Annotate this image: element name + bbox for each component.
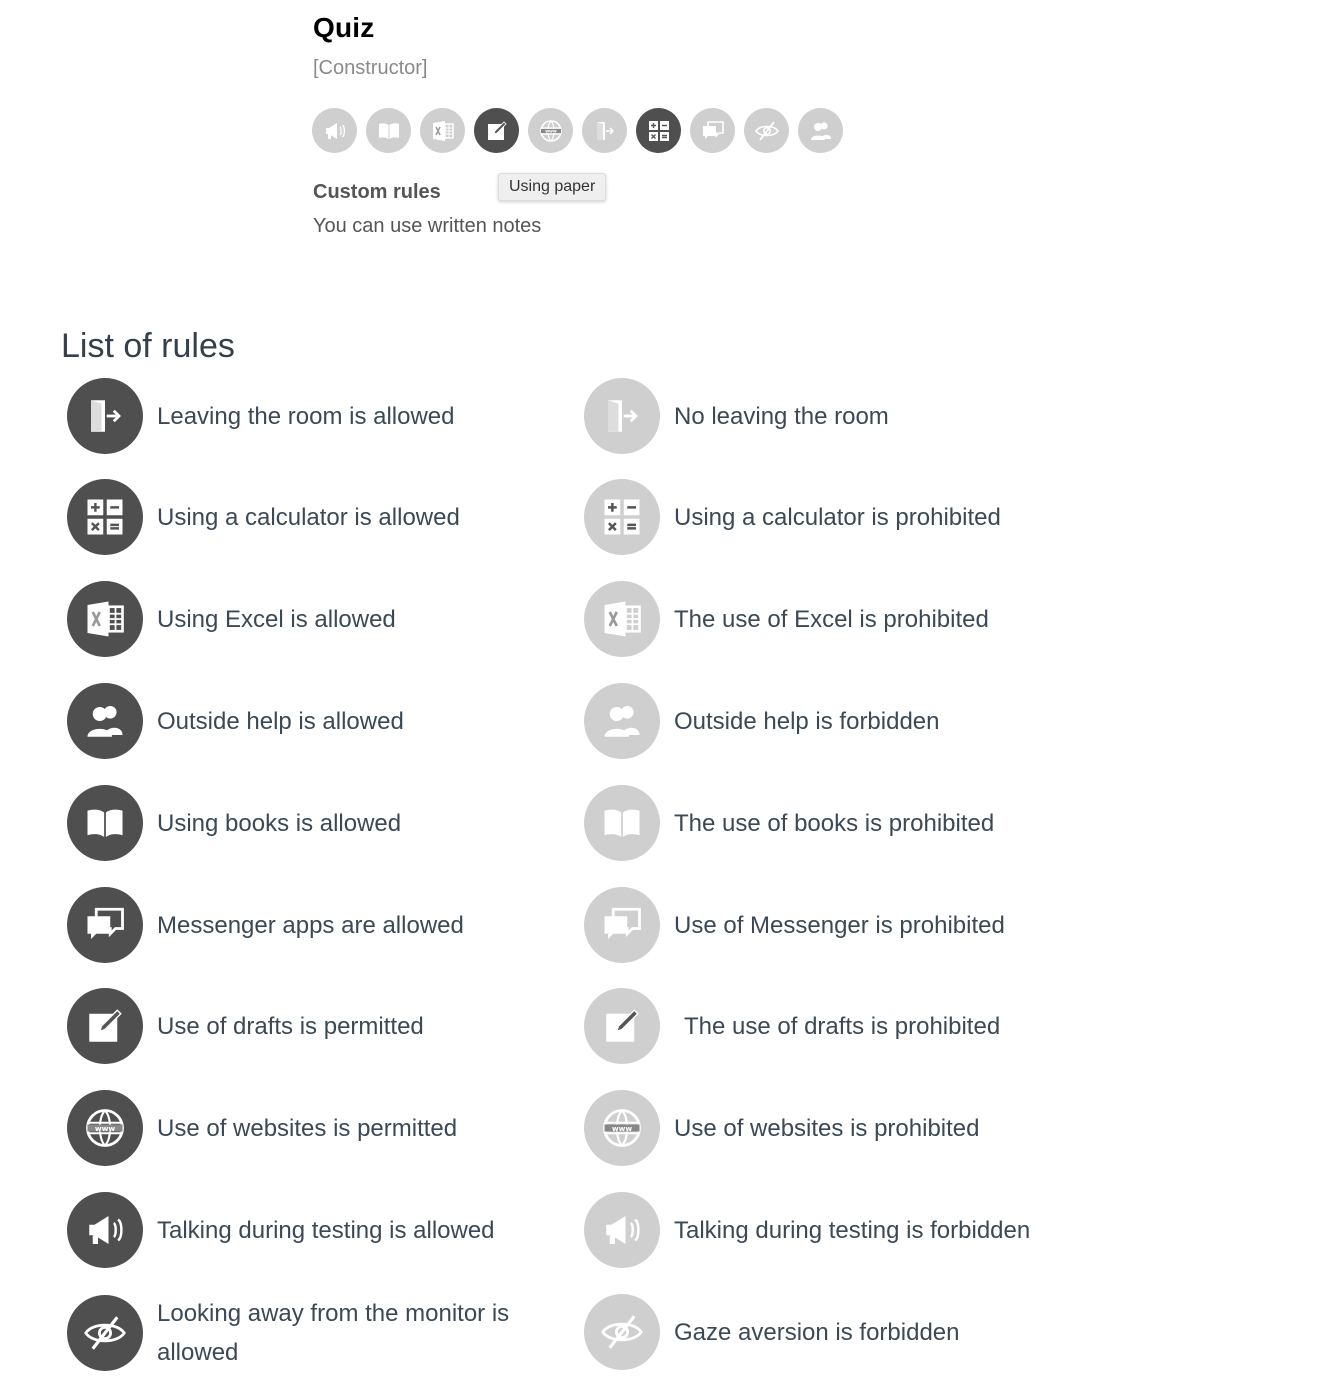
rule-label: Use of Messenger is prohibited — [674, 911, 1005, 939]
rule-prohibited-8 — [584, 1090, 979, 1166]
rule-allowed-6 — [67, 887, 464, 963]
rule-label: Looking away from the monitor is allowed — [157, 1300, 510, 1366]
rule-icon-toolbar — [312, 108, 843, 153]
calculator-icon-toggle[interactable] — [636, 108, 681, 153]
chat-bubbles-icon-toggle[interactable] — [690, 108, 735, 153]
rule-prohibited-7 — [584, 988, 1000, 1064]
calculator-icon — [584, 479, 660, 555]
rule-label: Use of websites is permitted — [157, 1114, 458, 1142]
people-icon — [67, 683, 143, 759]
people-icon — [809, 119, 833, 143]
pencil-note-icon-toggle[interactable] — [474, 108, 519, 153]
rule-allowed-4 — [67, 683, 404, 759]
book-icon — [584, 785, 660, 861]
rule-prohibited-10 — [584, 1294, 960, 1370]
book-icon — [67, 785, 143, 861]
chat-bubbles-icon — [701, 119, 725, 143]
tooltip: Using paper — [498, 173, 606, 201]
rule-allowed-3 — [67, 581, 396, 657]
rule-allowed-8 — [67, 1090, 457, 1166]
globe-www-icon — [67, 1090, 143, 1166]
eye-slash-icon — [67, 1295, 143, 1371]
eye-slash-icon-toggle[interactable] — [744, 108, 789, 153]
rule-allowed-10 — [67, 1294, 527, 1372]
door-exit-icon — [593, 119, 617, 143]
rule-prohibited-9 — [584, 1192, 1030, 1268]
svg-text:www: www — [544, 128, 557, 134]
rule-allowed-1 — [67, 378, 455, 454]
eye-slash-icon — [755, 119, 779, 143]
rule-label: Gaze aversion is forbidden — [674, 1318, 960, 1346]
megaphone-icon — [584, 1192, 660, 1268]
rule-prohibited-5 — [584, 785, 994, 861]
rule-allowed-7 — [67, 988, 424, 1064]
rule-label: Using Excel is allowed — [157, 605, 396, 633]
excel-icon-toggle[interactable] — [420, 108, 465, 153]
rule-label: Using a calculator is allowed — [157, 503, 460, 531]
rule-label: The use of Excel is prohibited — [674, 605, 989, 633]
pencil-note-icon — [67, 988, 143, 1064]
rule-prohibited-1 — [584, 378, 889, 454]
rule-label: The use of drafts is prohibited — [684, 1012, 1001, 1040]
list-of-rules-title: List of rules — [61, 327, 235, 365]
rule-prohibited-4 — [584, 683, 940, 759]
excel-icon — [67, 581, 143, 657]
rule-prohibited-3 — [584, 581, 989, 657]
pencil-note-icon — [485, 119, 509, 143]
pencil-note-icon — [584, 988, 660, 1064]
rule-label: Use of drafts is permitted — [157, 1012, 424, 1040]
rule-prohibited-2 — [584, 479, 1001, 555]
megaphone-icon — [323, 119, 347, 143]
globe-www-icon — [539, 119, 563, 143]
door-exit-icon-toggle[interactable] — [582, 108, 627, 153]
book-icon — [377, 119, 401, 143]
quiz-subtitle: [Constructor] — [313, 57, 428, 79]
door-exit-icon — [584, 378, 660, 454]
custom-rules-title: Custom rules — [313, 181, 441, 203]
svg-text:www: www — [611, 1123, 633, 1133]
custom-rules-text: You can use written notes — [313, 215, 542, 237]
door-exit-icon — [67, 378, 143, 454]
rule-label: Talking during testing is allowed — [157, 1216, 495, 1244]
rule-label: Using a calculator is prohibited — [674, 503, 1001, 531]
calculator-icon — [67, 479, 143, 555]
eye-slash-icon — [584, 1294, 660, 1370]
megaphone-icon-toggle[interactable] — [312, 108, 357, 153]
rule-label: Outside help is forbidden — [674, 707, 940, 735]
rule-label: No leaving the room — [674, 402, 889, 430]
rule-allowed-9 — [67, 1192, 495, 1268]
book-icon-toggle[interactable] — [366, 108, 411, 153]
rule-label: Use of websites is prohibited — [674, 1114, 980, 1142]
rule-label: The use of books is prohibited — [674, 809, 995, 837]
people-icon-toggle[interactable] — [798, 108, 843, 153]
calculator-icon — [647, 119, 671, 143]
rule-allowed-2 — [67, 479, 460, 555]
quiz-title: Quiz — [313, 12, 375, 43]
excel-icon — [431, 119, 455, 143]
people-icon — [584, 683, 660, 759]
rule-label: Talking during testing is forbidden — [674, 1216, 1031, 1244]
rule-label: Leaving the room is allowed — [157, 402, 455, 430]
svg-text:www: www — [94, 1123, 116, 1133]
rule-prohibited-6 — [584, 887, 1005, 963]
rule-label: Using books is allowed — [157, 809, 402, 837]
megaphone-icon — [67, 1192, 143, 1268]
globe-www-icon — [584, 1090, 660, 1166]
rule-allowed-5 — [67, 785, 401, 861]
rule-label: Messenger apps are allowed — [157, 911, 464, 939]
rule-label: Outside help is allowed — [157, 707, 404, 735]
globe-www-icon-toggle[interactable] — [528, 108, 573, 153]
excel-icon — [584, 581, 660, 657]
chat-bubbles-icon — [584, 887, 660, 963]
chat-bubbles-icon — [67, 887, 143, 963]
